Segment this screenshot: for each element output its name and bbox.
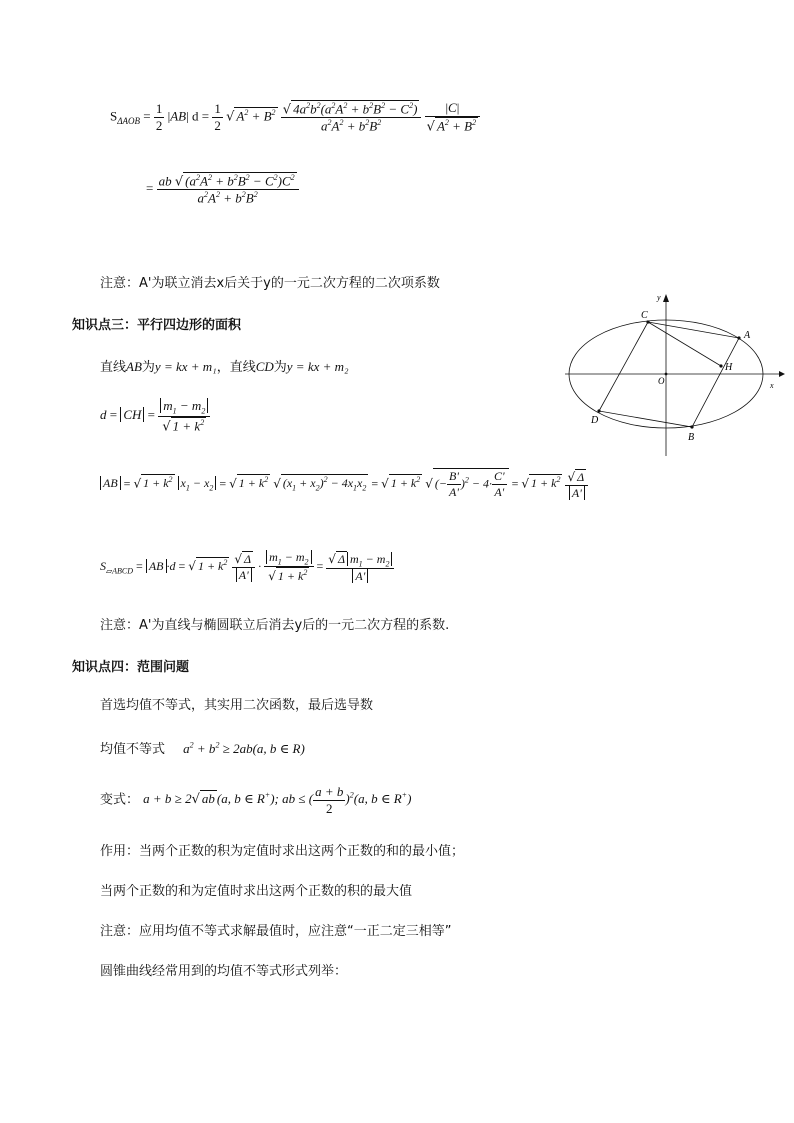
note-quadratic-coefficient: 注意：A'为联立消去x后关于y的一元二次方程的二次项系数 xyxy=(100,276,440,291)
label-o: O xyxy=(658,376,665,386)
distance-formula: d = CH = $\frac{m_1 - m_2}{√ 1 + k^2}$ xyxy=(100,398,210,434)
label-y-axis: y xyxy=(657,293,661,302)
parallelogram-area-formula: $S_{▱ABCD}$ = AB ·d = √ $1 + k^2$ $\frac{√ \Delta}{A'}$ · $\frac{m_1 - m_2}{√ 1 + k^2}$ = $\frac{√ \Delta m_1 - m_2}{A'}$ xyxy=(100,550,394,584)
chord-length-formula: AB = √ $1 + k^2$ $x_1 - x_2$ = √ $1 + k^2$ √ $(x_1 + x_2)^2 - 4x_1x_2$ = √ $1 + k^2$ √ (− $\frac{B'}{A'}$ )$^2$ − 4· $\frac{C'}{A'}$ = √ $1 + k^2$ $\frac{√ \Delta}{A'}$ xyxy=(100,468,588,501)
label-d: D xyxy=(591,415,599,426)
paragraph-usage-max: 当两个正数的和为定值时求出这两个正数的积的最大值 xyxy=(100,884,413,899)
s-aob-formula-line1: $S_{\Delta AOB}$ = $\frac{1}{2}$ |AB| d = $\frac{1}{2}$ √ $A^2 + B^2$ $\frac{√ 4a^2b^2(a^2A^2 + b^2B^2 - C^2)}{a^2A^2 + b^2B^2}$ $\frac{|C|}{√ A^2 + B^2}$ xyxy=(110,100,480,135)
note-elimination: 注意：A'为直线与椭圆联立后消去y后的一元二次方程的系数. xyxy=(100,618,450,633)
line-equations: 直线AB为y = kx + m₁，直线CD为y = kx + m₂ xyxy=(100,359,349,375)
point-b xyxy=(690,425,693,428)
x-axis-arrow xyxy=(779,371,785,377)
paragraph-common-forms: 圆锥曲线经常用到的均值不等式形式列举： xyxy=(100,964,348,979)
paragraph-usage-min: 作用：当两个正数的积为定值时求出这两个正数的和的最小值； xyxy=(100,844,465,859)
label-a: A xyxy=(744,330,751,341)
heading-range-problems: 知识点四：范围问题 xyxy=(72,660,190,675)
label-x-axis: x xyxy=(770,381,774,390)
point-o xyxy=(665,373,668,376)
amgm-line: 均值不等式 $a^2 + b^2 \ge 2ab(a$, b ∈ R) xyxy=(100,740,305,757)
label-b: B xyxy=(688,432,695,443)
paragraph-equality-note: 注意：应用均值不等式求解最值时，应注意“一正二定三相等” xyxy=(100,924,452,939)
ellipse-parallelogram-diagram xyxy=(565,290,790,460)
amgm-variant-line: 变式： a + b ≥ 2√ ab (a, b ∈ R+); ab ≤ ( $\frac{a + b}{2}$ )$^2$(a, b ∈ R+) xyxy=(100,784,412,816)
parallelogram-abcd xyxy=(599,322,739,427)
y-axis-arrow xyxy=(663,294,669,302)
point-h xyxy=(719,364,722,367)
point-a xyxy=(737,336,740,339)
heading-parallelogram-area: 知识点三：平行四边形的面积 xyxy=(72,318,242,333)
label-c: C xyxy=(641,310,648,321)
point-d xyxy=(597,409,600,412)
paragraph-method-order: 首选均值不等式，其实用二次函数，最后选导数 xyxy=(100,698,374,713)
s-aob-formula-line2: = $\frac{ab √ (a^2A^2 + b^2B^2 - C^2)C^2}{a^2A^2 + b^2B^2}$ xyxy=(146,172,299,207)
label-h: H xyxy=(725,362,733,373)
